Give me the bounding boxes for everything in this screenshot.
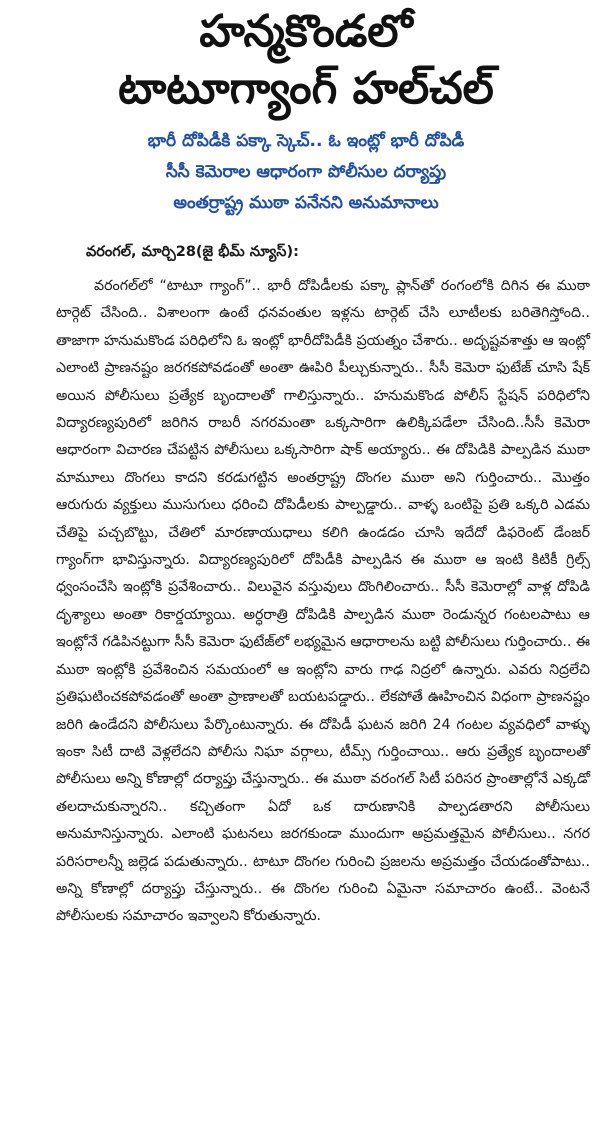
headline-line-1: హన్మకొండలో xyxy=(199,6,413,57)
subheadlines xyxy=(0,126,612,219)
article-paragraph: వరంగల్‌లో “టాటూ గ్యాంగ్”.. భారీ దోపిడీలకు పక్కా ప్లాన్‌తో రంగంలోకి దిగిన ఈ ముఠా టార్గెట్ చేసింది.. విశాలంగా ఉంటే ధనవంతుల ఇళ్లను టార్గెట్ చేసి లూటీలకు బరితెగిస్తోంది.. తాజాగా హనుమకొండ పరిధిలోని ఓ ఇంట్లో భారీదోపిడీకి ప్రయత్నం చేశారు.. అదృష్టవశాత్తు ఆ ఇంట్లో ఎలాంటి ప్రాణనష్టం జరగకపోవడంతో అంతా ఊపిరి పీల్చుకున్నారు.. సీసీ కెమెరా ఫుటేజ్ చూసి షేక్ అయిన పోలీసులు ప్రత్యేక బృందాలతో గాలిస్తున్నారు.. హనుమకొండ పోలీస్ స్టేషన్ పరిధిలోని విద్యారణ్యపురిలో జరిగిన రాబరీ నగరమంతా ఒక్కసారిగా ఉలిక్కిపడేలా చేసింది..సీసీ కెమెరా ఆధారంగా విచారణ చేపట్టిన పోలీసులు ఒక్కసారిగా షాక్ అయ్యారు.. ఈ దోపిడికి పాల్పడిన ముఠా మామూలు దొంగలు కాదని కరడుగట్టిన అంతర్రాష్ట్ర దొంగల ముఠా అని గుర్తించారు.. మొత్తం ఆరుగురు వ్యక్తులు ముసుగులు ధరించి దోపిడీలకు పాల్పడ్డారు.. వాళ్ళ ఒంటిపై ప్రతి ఒక్కరి ఎడమ చేతిపై పచ్చబొట్టు, చేతిలో మారణాయుధాలు కలిగి ఉండడం చూసి ఇదేదో డిఫరెంట్ డేంజర్ గ్యాంగ్‌గా భావిస్తున్నారు. విద్యారణ్యపురిలో దోపిడీకి పాల్పడిన ఈ ముఠా ఆ ఇంటి కిటికీ గ్రిల్స్ ధ్వంసంచేసి ఇంట్లోకి ప్రవేశించారు.. విలువైన వస్తువులు దొంగిలించారు.. సీసీ కెమెరాల్లో వాళ్ల దోపిడి దృశ్యాలు అంతా రికార్డయ్యాయి. అర్ధరాత్రి దోపిడికి పాల్పడిన ముఠా రెండున్నర గంటలపాటు ఆ ఇంట్లోనే గడిపినట్టుగా సీసీ కెమెరా ఫుటేజ్‌లో లభ్యమైన ఆధారాలను బట్టి పోలీసులు గుర్తించారు.. ఈ ముఠా ఇంట్లోకి ప్రవేశించిన సమయంలో ఆ ఇంట్లోని వారు గాఢ నిద్రలో ఉన్నారు. ఎవరు నిద్రలేచి ప్రతిఘటించకపోవడంతో అంతా ప్రాణాలతో బయటపడ్డారు.. లేకపోతే ఊహించిన విధంగా ప్రాణనష్టం జరిగి ఉండేదని పోలీసులు పేర్కొంటున్నారు. ఈ దోపిడీ ఘటన జరిగి 24 గంటల వ్యవధిలో వాళ్ళు ఇంకా సిటీ దాటి వెళ్లలేదని పోలీసు నిఘా వర్గాలు, టీమ్స్ గుర్తించాయి.. ఆరు ప్రత్యేక బృందాలతో పోలీసులు అన్ని కోణాల్లో దర్యాప్తు చేస్తున్నారు.. ఈ ముఠా వరంగల్ సిటీ పరిసర ప్రాంతాల్లోనే ఎక్కడో తలదాచుకున్నారని.. కచ్చితంగా ఏదో ఒక దారుణానికి పాల్పడతారని పోలీసులు అనుమానిస్తున్నారు. ఎలాంటి ఘటనలు జరగకుండా ముందుగా అప్రమత్తమైన పోలీసులు.. నగర పరిసరాలన్నీ జల్లెడ పడుతున్నారు.. టాటూ దొంగల గురించి ప్రజలను అప్రమత్తం చేయడంతోపాటు.. అన్ని కోణాల్లో దర్యాప్తు చేస్తున్నారు.. ఈ దొంగల గురించి ఏమైనా సమాచారం ఉంటే.. వెంటనే పోలీసులకు సమాచారం ఇవ్వాలని కోరుతున్నారు. xyxy=(56,278,591,925)
article-body xyxy=(56,273,590,931)
subheadline: సీసీ కెమెరాల ఆధారంగా పోలీసుల దర్యాప్తు xyxy=(165,162,447,182)
subheadline: అంతర్రాష్ట్ర ముఠా పనేనని అనుమానాలు xyxy=(173,193,439,213)
subheadline: భారీ దోపిడీకి పక్కా స్కెచ్.. ఓ ఇంట్లో భారీ దోపిడీ xyxy=(147,131,465,151)
dateline: వరంగల్, మార్చి28(జై భీమ్ న్యూస్): xyxy=(86,244,299,260)
headline-line-2: టాటూగ్యాంగ్ హల్‌చల్ xyxy=(118,63,494,114)
